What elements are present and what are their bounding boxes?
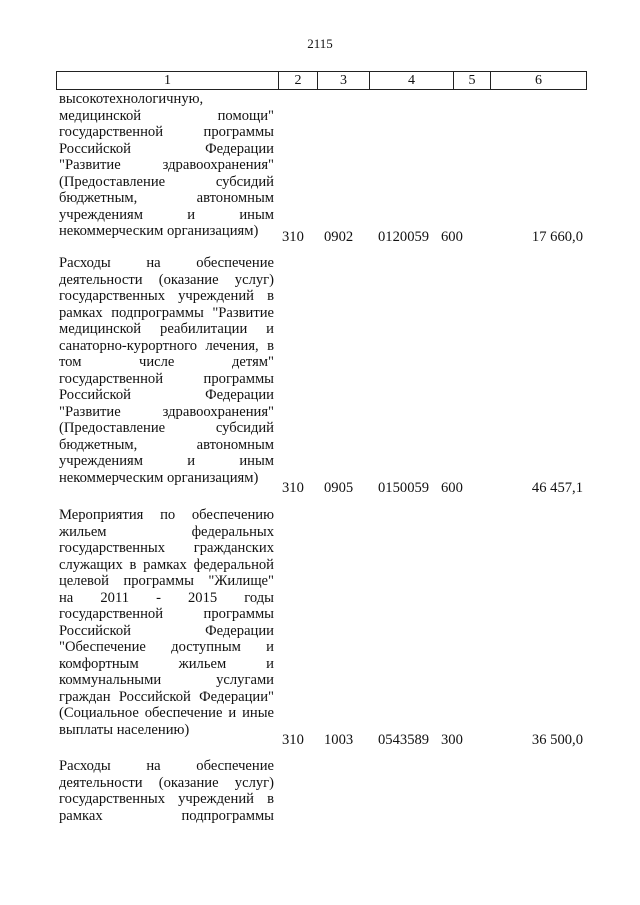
description-line: Расходы на обеспечение — [59, 255, 274, 271]
row-description — [59, 91, 274, 240]
column-header-1: 1 — [164, 73, 171, 88]
description-line: выплаты населению) — [59, 721, 190, 738]
description-line: Российской Федерации — [59, 140, 274, 157]
admin-code: 310 — [282, 732, 304, 748]
admin-code: 310 — [282, 229, 304, 245]
column-header-4: 4 — [369, 72, 453, 89]
description-line: целевой программы "Жилище" — [59, 573, 274, 589]
description-line: высокотехнологичную, — [59, 91, 204, 107]
description-line: "Развитие здравоохранения" — [59, 403, 274, 420]
section-code: 0905 — [324, 480, 354, 496]
amount: 36 500,0 — [531, 732, 583, 748]
description-line: коммунальными услугами — [59, 672, 274, 688]
description-line: государственных учреждений в — [59, 791, 274, 807]
description-line: государственных гражданских — [59, 540, 274, 556]
description-line: государственной программы — [59, 124, 274, 140]
description-line: медицинской реабилитации и — [59, 321, 274, 337]
description-line: "Развитие здравоохранения" — [59, 157, 274, 173]
description-line: "Обеспечение доступным и — [59, 639, 274, 655]
description-line: бюджетным, автономным — [59, 436, 274, 453]
target-code: 0543589 — [378, 732, 430, 748]
column-header-6: 6 — [490, 72, 586, 89]
description-line: государственной программы — [59, 370, 274, 387]
amount: 46 457,1 — [531, 480, 583, 496]
expense-type-code: 600 — [441, 480, 463, 496]
column-header-3: 3 — [317, 72, 369, 89]
expense-type-code: 600 — [441, 229, 463, 245]
description-line: Расходы на обеспечение — [59, 758, 274, 774]
description-line: деятельности (оказание услуг) — [59, 271, 274, 288]
section-code: 1003 — [324, 732, 354, 748]
row-description — [59, 255, 274, 486]
description-line: (Предоставление субсидий — [59, 420, 274, 436]
description-line: служащих в рамках федеральной — [59, 556, 274, 573]
description-line: рамках подпрограммы — [59, 807, 274, 824]
description-line: учреждениям и иным — [59, 453, 274, 469]
description-line: некоммерческим организациям) — [59, 223, 259, 239]
description-line: на 2011 - 2015 годы — [59, 589, 274, 606]
description-line: Российской Федерации — [59, 622, 274, 639]
expense-type-code: 300 — [441, 732, 463, 748]
description-line: Мероприятия по обеспечению — [59, 507, 274, 523]
description-line: жильем федеральных — [59, 523, 274, 540]
row-description — [59, 507, 274, 738]
description-line: медицинской помощи" — [59, 107, 274, 124]
target-code: 0150059 — [378, 480, 430, 496]
description-line: комфортным жильем и — [59, 655, 274, 672]
description-line: учреждениям и иным — [59, 206, 274, 223]
description-line: некоммерческим организациям) — [59, 469, 259, 486]
description-line: рамках подпрограммы "Развитие — [59, 304, 274, 321]
description-line: государственной программы — [59, 606, 274, 622]
description-line: (Социальное обеспечение и иные — [59, 705, 274, 721]
column-header-2: 2 — [278, 72, 317, 89]
description-line: государственных учреждений в — [59, 288, 274, 304]
description-line: Российской Федерации — [59, 387, 274, 403]
description-line: (Предоставление субсидий — [59, 173, 274, 190]
page-number: 2115 — [307, 36, 333, 51]
description-line: граждан Российской Федерации" — [59, 688, 274, 705]
description-line: том числе детям" — [59, 354, 274, 370]
admin-code: 310 — [282, 480, 304, 496]
description-line: бюджетным, автономным — [59, 190, 274, 206]
column-header-5: 5 — [453, 72, 490, 89]
target-code: 0120059 — [378, 229, 430, 245]
description-line: деятельности (оказание услуг) — [59, 774, 274, 791]
section-code: 0902 — [324, 229, 354, 245]
table-header — [56, 71, 587, 90]
description-line: санаторно-курортного лечения, в — [59, 337, 274, 354]
row-description — [59, 758, 274, 824]
amount: 17 660,0 — [531, 229, 583, 245]
